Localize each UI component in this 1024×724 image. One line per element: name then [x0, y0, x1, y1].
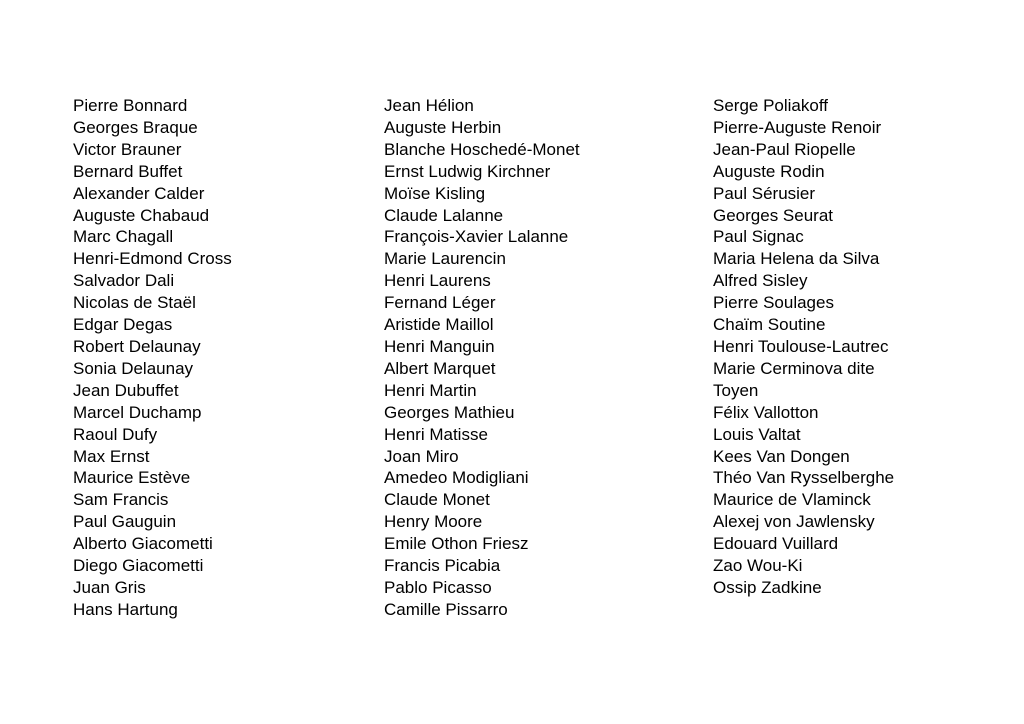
artist-name: Ossip Zadkine [713, 577, 822, 597]
artist-name: Henry Moore [384, 512, 483, 532]
artist-name: Sonia Delaunay [73, 358, 194, 378]
artist-name: Robert Delaunay [73, 336, 201, 356]
artist-name: Juan Gris [73, 577, 146, 597]
artist-name: Jean-Paul Riopelle [713, 139, 856, 159]
artist-name: Edouard Vuillard [713, 534, 839, 554]
artist-name: Claude Monet [384, 490, 490, 510]
artist-column-3 [713, 95, 894, 599]
artist-name: Georges Mathieu [384, 402, 515, 422]
artist-name: Edgar Degas [73, 315, 173, 335]
artist-name: Amedeo Modigliani [384, 468, 529, 488]
artist-name: Pablo Picasso [384, 577, 492, 597]
artist-name: Paul Signac [713, 227, 804, 247]
artist-name: Marcel Duchamp [73, 402, 202, 422]
artist-name: Paul Sérusier [713, 183, 816, 203]
artist-name: Alfred Sisley [713, 271, 808, 291]
artist-name: Nicolas de Staël [73, 293, 196, 313]
artist-name: Max Ernst [73, 446, 150, 466]
artist-name: François-Xavier Lalanne [384, 227, 569, 247]
artist-column-1 [73, 95, 232, 621]
artist-name: Moïse Kisling [384, 183, 486, 203]
artist-column-2 [384, 95, 580, 621]
artist-name: Francis Picabia [384, 556, 501, 576]
artist-name: Maurice de Vlaminck [713, 490, 871, 510]
artist-name: Albert Marquet [384, 358, 496, 378]
artist-name: Sam Francis [73, 490, 169, 510]
artist-name: Salvador Dali [73, 271, 175, 291]
artist-name: Henri Toulouse-Lautrec [713, 336, 889, 356]
artist-name: Henri-Edmond Cross [73, 249, 232, 269]
artist-name: Henri Laurens [384, 271, 491, 291]
artist-name: Georges Seurat [713, 205, 834, 225]
artist-name: Emile Othon Friesz [384, 534, 529, 554]
artist-name: Paul Gauguin [73, 512, 177, 532]
artist-name: Kees Van Dongen [713, 446, 850, 466]
artist-name: Auguste Herbin [384, 117, 502, 137]
artist-name: Pierre-Auguste Renoir [713, 117, 882, 137]
artist-name: Marie Laurencin [384, 249, 506, 269]
artist-name: Henri Manguin [384, 336, 495, 356]
artist-name: Marc Chagall [73, 227, 174, 247]
artist-name: Bernard Buffet [73, 161, 183, 181]
artist-name: Aristide Maillol [384, 315, 494, 335]
artist-name: Marie Cerminova dite [713, 358, 875, 378]
artist-name: Diego Giacometti [73, 556, 204, 576]
artist-name: Hans Hartung [73, 599, 178, 619]
artist-name: Chaïm Soutine [713, 315, 826, 335]
artist-name: Alexander Calder [73, 183, 205, 203]
artist-name: Blanche Hoschedé-Monet [384, 139, 580, 159]
artist-name: Toyen [713, 380, 759, 400]
artist-name: Ernst Ludwig Kirchner [384, 161, 551, 181]
artist-name: Fernand Léger [384, 293, 496, 313]
artist-name: Henri Martin [384, 380, 477, 400]
artist-name: Théo Van Rysselberghe [713, 468, 895, 488]
artist-name: Auguste Chabaud [73, 205, 210, 225]
artist-name: Victor Brauner [73, 139, 182, 159]
artist-name: Pierre Bonnard [73, 96, 188, 115]
artist-name: Alexej von Jawlensky [713, 512, 875, 532]
artist-name: Joan Miro [384, 446, 459, 466]
artist-name: Georges Braque [73, 117, 198, 137]
artist-name: Jean Dubuffet [73, 380, 179, 400]
artist-name: Zao Wou-Ki [713, 556, 803, 576]
artist-name: Maurice Estève [73, 468, 191, 488]
artist-name: Louis Valtat [713, 424, 801, 444]
artist-name: Raoul Dufy [73, 424, 158, 444]
artist-name: Serge Poliakoff [713, 96, 828, 115]
artist-name: Alberto Giacometti [73, 534, 213, 554]
artist-name: Félix Vallotton [713, 402, 819, 422]
artist-name: Maria Helena da Silva [713, 249, 880, 269]
artist-name: Jean Hélion [384, 96, 474, 115]
artist-name: Henri Matisse [384, 424, 488, 444]
artist-name: Camille Pissarro [384, 599, 508, 619]
artist-name: Auguste Rodin [713, 161, 825, 181]
artist-name: Pierre Soulages [713, 293, 834, 313]
artist-name: Claude Lalanne [384, 205, 504, 225]
